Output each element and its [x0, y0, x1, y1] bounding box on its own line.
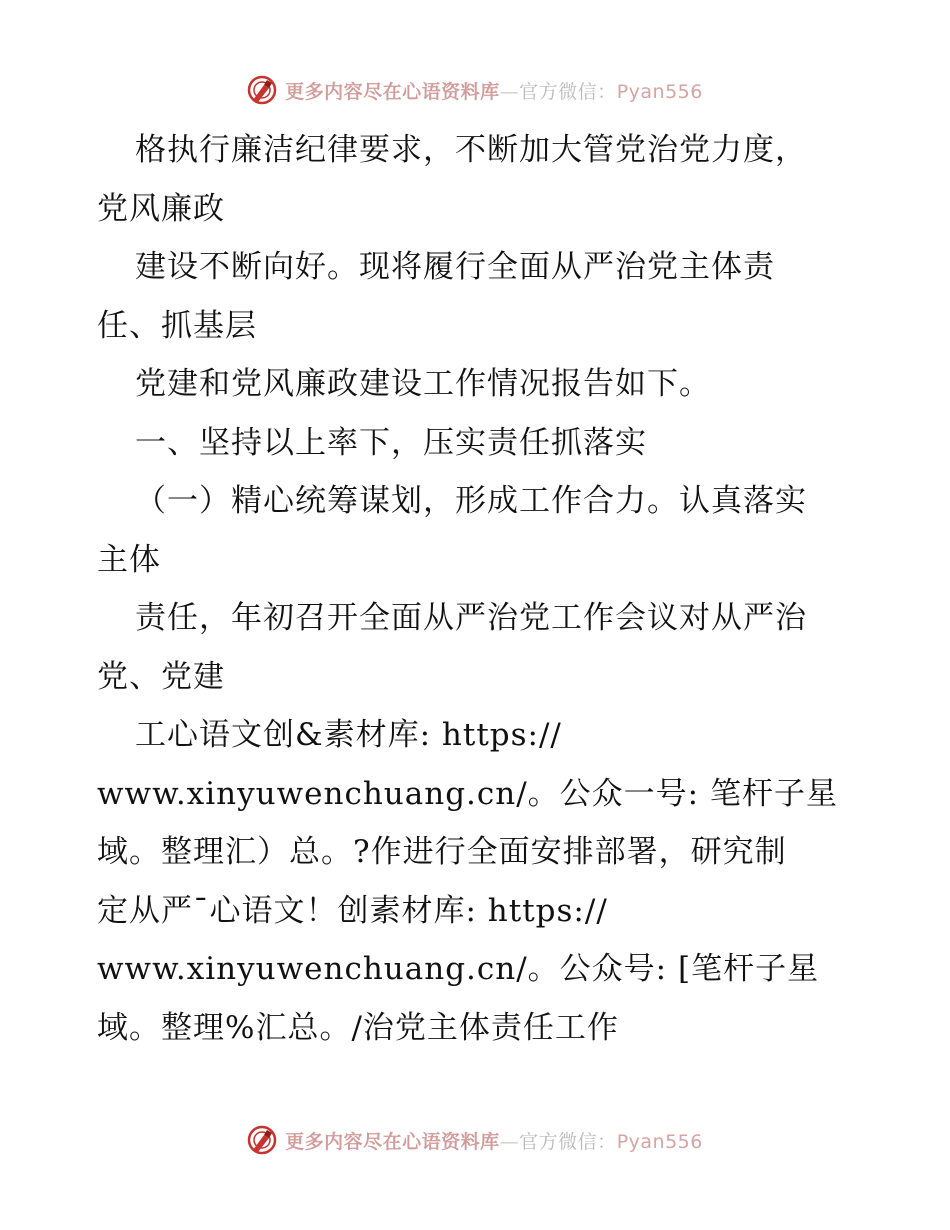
footer-watermark — [0, 1120, 950, 1160]
watermark-separator: — — [499, 1130, 520, 1153]
body-line: 责任，年初召开全面从严治党工作会议对从严治 — [135, 600, 807, 636]
pen-logo-icon — [247, 1125, 277, 1155]
body-line: 域。整理%汇总。/治党主体责任工作 — [97, 1009, 619, 1046]
watermark-wechat-label: 官方微信： — [519, 80, 617, 103]
watermark-text — [285, 77, 703, 104]
body-line: 工心语文创&素材库: https:// — [135, 717, 562, 753]
watermark-brand: 更多内容尽在心语资料库 — [285, 1130, 500, 1153]
body-line: 党、党建 — [97, 658, 225, 695]
body-line: 主体 — [97, 541, 161, 578]
watermark-wechat-label: 官方微信： — [519, 1130, 617, 1153]
body-line: 建设不断向好。现将履行全面从严治党主体责 — [135, 249, 775, 285]
subsection-heading: （一）精心统筹谋划，形成工作合力。认真落实 — [135, 483, 807, 519]
watermark-wechat-id: Pyan556 — [616, 80, 703, 103]
body-line: 域。整理汇）总。?作进行全面安排部署，研究制 — [97, 834, 787, 870]
body-line: 格执行廉洁纪律要求，不断加大管党治党力度， — [135, 132, 807, 168]
watermark-text — [285, 1127, 703, 1154]
watermark-brand: 更多内容尽在心语资料库 — [285, 80, 500, 103]
pen-logo-icon — [247, 75, 277, 105]
header-watermark — [0, 70, 950, 110]
document-body — [97, 121, 877, 1057]
body-line: www.xinyuwenchuang.cn/。公众号: [笔杆子星 — [97, 951, 820, 987]
body-line: 任、抓基层 — [97, 307, 257, 344]
body-line: www.xinyuwenchuang.cn/。公众一号: 笔杆子星 — [97, 775, 838, 812]
watermark-separator: — — [499, 80, 520, 103]
section-heading: 一、坚持以上率下，压实责任抓落实 — [135, 424, 647, 461]
body-line: 党建和党风廉政建设工作情况报告如下。 — [135, 366, 711, 402]
watermark-wechat-id: Pyan556 — [616, 1130, 703, 1153]
body-line: 定从严¯心语文！创素材库: https:// — [97, 892, 608, 929]
body-line: 党风廉政 — [97, 190, 225, 227]
